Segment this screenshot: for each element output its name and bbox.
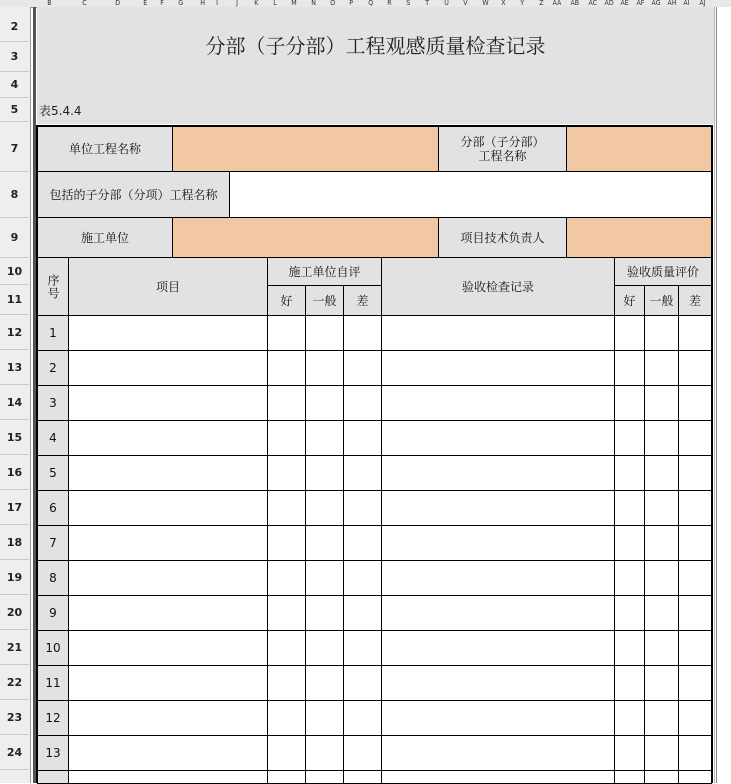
- unit-project-name-input[interactable]: [172, 126, 439, 172]
- col-header[interactable]: R: [387, 0, 392, 7]
- record-cell[interactable]: [381, 770, 615, 784]
- row-header[interactable]: 10: [0, 258, 29, 285]
- tech-lead-input[interactable]: [566, 217, 712, 258]
- self-good-cell[interactable]: [267, 595, 306, 631]
- record-cell[interactable]: [381, 630, 615, 666]
- col-header[interactable]: E: [143, 0, 148, 7]
- acc-fair-cell[interactable]: [644, 490, 679, 526]
- acc-poor-cell[interactable]: [678, 665, 712, 701]
- self-good-cell[interactable]: [267, 315, 306, 351]
- acceptance-record-header[interactable]: 验收检查记录: [381, 257, 615, 316]
- acc-fair-cell[interactable]: [644, 315, 679, 351]
- self-fair-cell[interactable]: [305, 350, 344, 386]
- row-header[interactable]: 18: [0, 525, 29, 560]
- col-header[interactable]: B: [47, 0, 52, 7]
- row-header[interactable]: 16: [0, 455, 29, 490]
- col-header[interactable]: S: [406, 0, 411, 7]
- item-cell[interactable]: [68, 525, 268, 561]
- acceptance-poor-header[interactable]: 差: [678, 285, 712, 316]
- acc-poor-cell[interactable]: [678, 385, 712, 421]
- self-eval-fair-header[interactable]: 一般: [305, 285, 344, 316]
- self-good-cell[interactable]: [267, 385, 306, 421]
- col-header[interactable]: Q: [368, 0, 374, 7]
- item-cell[interactable]: [68, 490, 268, 526]
- frozen-pane-divider: [33, 7, 36, 783]
- self-poor-cell[interactable]: [343, 735, 382, 771]
- self-good-cell[interactable]: [267, 420, 306, 456]
- self-good-cell[interactable]: [267, 560, 306, 596]
- item-cell[interactable]: [68, 700, 268, 736]
- col-header[interactable]: I: [216, 0, 218, 7]
- seq-cell[interactable]: 9: [37, 595, 69, 631]
- seq-cell[interactable]: 10: [37, 630, 69, 666]
- acc-poor-cell[interactable]: [678, 490, 712, 526]
- col-header[interactable]: AH: [667, 0, 677, 7]
- self-eval-header[interactable]: 施工单位自评: [267, 257, 382, 286]
- self-poor-cell[interactable]: [343, 385, 382, 421]
- item-cell[interactable]: [68, 595, 268, 631]
- record-cell[interactable]: [381, 350, 615, 386]
- self-poor-cell[interactable]: [343, 350, 382, 386]
- acc-good-cell[interactable]: [614, 595, 645, 631]
- self-good-cell[interactable]: [267, 665, 306, 701]
- col-header[interactable]: AF: [636, 0, 645, 7]
- seq-cell[interactable]: 7: [37, 525, 69, 561]
- acc-fair-cell[interactable]: [644, 455, 679, 491]
- col-header[interactable]: AB: [570, 0, 580, 7]
- acc-good-cell[interactable]: [614, 630, 645, 666]
- acc-good-cell[interactable]: [614, 665, 645, 701]
- col-header[interactable]: T: [425, 0, 430, 7]
- self-good-cell[interactable]: [267, 700, 306, 736]
- self-eval-good-header[interactable]: 好: [267, 285, 306, 316]
- seq-cell[interactable]: [37, 770, 69, 784]
- right-edge-line: [716, 7, 717, 783]
- col-header[interactable]: M: [291, 0, 297, 7]
- item-cell[interactable]: [68, 770, 268, 784]
- col-header[interactable]: C: [82, 0, 87, 7]
- row-header[interactable]: 15: [0, 420, 29, 455]
- acc-poor-cell[interactable]: [678, 560, 712, 596]
- acc-fair-cell[interactable]: [644, 770, 679, 784]
- row-header[interactable]: 11: [0, 285, 29, 315]
- acc-good-cell[interactable]: [614, 455, 645, 491]
- sub-project-name-input[interactable]: [566, 126, 712, 172]
- acc-good-cell[interactable]: [614, 490, 645, 526]
- seq-cell[interactable]: 8: [37, 560, 69, 596]
- self-fair-cell[interactable]: [305, 560, 344, 596]
- acc-fair-cell[interactable]: [644, 595, 679, 631]
- seq-cell[interactable]: 3: [37, 385, 69, 421]
- record-cell[interactable]: [381, 315, 615, 351]
- included-sub-items-label[interactable]: 包括的子分部（分项）工程名称: [37, 171, 230, 218]
- acc-good-cell[interactable]: [614, 700, 645, 736]
- self-poor-cell[interactable]: [343, 595, 382, 631]
- col-header[interactable]: H: [200, 0, 206, 7]
- acc-poor-cell[interactable]: [678, 455, 712, 491]
- record-cell[interactable]: [381, 490, 615, 526]
- table-label[interactable]: 表5.4.4: [39, 104, 82, 118]
- self-fair-cell[interactable]: [305, 525, 344, 561]
- self-poor-cell[interactable]: [343, 700, 382, 736]
- seq-cell[interactable]: 2: [37, 350, 69, 386]
- self-poor-cell[interactable]: [343, 315, 382, 351]
- unit-project-name-label[interactable]: 单位工程名称: [37, 126, 173, 172]
- acceptance-good-header[interactable]: 好: [614, 285, 645, 316]
- self-good-cell[interactable]: [267, 770, 306, 784]
- col-header[interactable]: G: [178, 0, 184, 7]
- row-header[interactable]: 19: [0, 560, 29, 595]
- page-title[interactable]: 分部（子分部）工程观感质量检查记录: [205, 34, 546, 58]
- record-cell[interactable]: [381, 700, 615, 736]
- item-cell[interactable]: [68, 735, 268, 771]
- record-cell[interactable]: [381, 525, 615, 561]
- col-header[interactable]: AE: [620, 0, 629, 7]
- item-cell[interactable]: [68, 665, 268, 701]
- acc-poor-cell[interactable]: [678, 420, 712, 456]
- self-poor-cell[interactable]: [343, 525, 382, 561]
- record-cell[interactable]: [381, 560, 615, 596]
- acc-good-cell[interactable]: [614, 385, 645, 421]
- item-cell[interactable]: [68, 315, 268, 351]
- self-good-cell[interactable]: [267, 525, 306, 561]
- item-cell[interactable]: [68, 630, 268, 666]
- acc-fair-cell[interactable]: [644, 560, 679, 596]
- record-cell[interactable]: [381, 665, 615, 701]
- row-header[interactable]: 3: [0, 42, 29, 72]
- acc-good-cell[interactable]: [614, 315, 645, 351]
- title-area: [37, 7, 714, 124]
- frozen-pane-divider: [30, 7, 31, 783]
- col-header[interactable]: AC: [588, 0, 598, 7]
- seq-cell[interactable]: 1: [37, 315, 69, 351]
- acc-fair-cell[interactable]: [644, 385, 679, 421]
- acc-good-cell[interactable]: [614, 735, 645, 771]
- row-header[interactable]: 2: [0, 12, 29, 42]
- seq-cell[interactable]: 4: [37, 420, 69, 456]
- acc-good-cell[interactable]: [614, 350, 645, 386]
- self-good-cell[interactable]: [267, 630, 306, 666]
- row-header[interactable]: 7: [0, 126, 29, 172]
- item-cell[interactable]: [68, 350, 268, 386]
- col-header[interactable]: Z: [539, 0, 544, 7]
- acc-poor-cell[interactable]: [678, 700, 712, 736]
- row-header[interactable]: 12: [0, 315, 29, 350]
- col-header[interactable]: L: [273, 0, 277, 7]
- acc-good-cell[interactable]: [614, 525, 645, 561]
- col-header[interactable]: K: [254, 0, 259, 7]
- self-fair-cell[interactable]: [305, 385, 344, 421]
- acc-fair-cell[interactable]: [644, 525, 679, 561]
- col-header[interactable]: AA: [552, 0, 562, 7]
- row-header[interactable]: 8: [0, 172, 29, 218]
- col-header[interactable]: AJ: [699, 0, 706, 7]
- col-header[interactable]: AI: [683, 0, 690, 7]
- row-header[interactable]: 22: [0, 665, 29, 700]
- self-fair-cell[interactable]: [305, 595, 344, 631]
- self-good-cell[interactable]: [267, 350, 306, 386]
- seq-cell[interactable]: 5: [37, 455, 69, 491]
- item-cell[interactable]: [68, 420, 268, 456]
- seq-cell[interactable]: 11: [37, 665, 69, 701]
- col-header[interactable]: J: [236, 0, 238, 7]
- acc-fair-cell[interactable]: [644, 735, 679, 771]
- acc-good-cell[interactable]: [614, 770, 645, 784]
- seq-cell[interactable]: 6: [37, 490, 69, 526]
- construction-unit-input[interactable]: [172, 217, 439, 258]
- self-fair-cell[interactable]: [305, 490, 344, 526]
- record-cell[interactable]: [381, 420, 615, 456]
- acc-poor-cell[interactable]: [678, 315, 712, 351]
- row-header[interactable]: 4: [0, 72, 29, 98]
- item-header[interactable]: 项目: [68, 257, 268, 316]
- tech-lead-label[interactable]: 项目技术负责人: [438, 217, 567, 258]
- item-cell[interactable]: [68, 455, 268, 491]
- acc-good-cell[interactable]: [614, 560, 645, 596]
- self-fair-cell[interactable]: [305, 420, 344, 456]
- self-fair-cell[interactable]: [305, 630, 344, 666]
- acc-poor-cell[interactable]: [678, 350, 712, 386]
- acc-fair-cell[interactable]: [644, 665, 679, 701]
- record-cell[interactable]: [381, 385, 615, 421]
- row-header[interactable]: 9: [0, 218, 29, 258]
- self-good-cell[interactable]: [267, 735, 306, 771]
- col-header[interactable]: AG: [651, 0, 661, 7]
- self-fair-cell[interactable]: [305, 770, 344, 784]
- self-fair-cell[interactable]: [305, 665, 344, 701]
- col-header[interactable]: AD: [604, 0, 614, 7]
- self-good-cell[interactable]: [267, 455, 306, 491]
- col-header[interactable]: F: [160, 0, 164, 7]
- item-cell[interactable]: [68, 560, 268, 596]
- acc-poor-cell[interactable]: [678, 735, 712, 771]
- row-header[interactable]: 14: [0, 385, 29, 420]
- row-header[interactable]: 17: [0, 490, 29, 525]
- row-header[interactable]: 20: [0, 595, 29, 630]
- self-poor-cell[interactable]: [343, 455, 382, 491]
- col-header[interactable]: Y: [520, 0, 525, 7]
- self-fair-cell[interactable]: [305, 455, 344, 491]
- self-poor-cell[interactable]: [343, 560, 382, 596]
- self-poor-cell[interactable]: [343, 490, 382, 526]
- col-header[interactable]: D: [115, 0, 121, 7]
- acceptance-fair-header[interactable]: 一般: [644, 285, 679, 316]
- acc-fair-cell[interactable]: [644, 700, 679, 736]
- col-header[interactable]: X: [501, 0, 506, 7]
- acceptance-eval-header[interactable]: 验收质量评价: [614, 257, 712, 286]
- seq-header[interactable]: 序号: [37, 257, 69, 316]
- col-header[interactable]: W: [482, 0, 489, 7]
- self-poor-cell[interactable]: [343, 665, 382, 701]
- acc-poor-cell[interactable]: [678, 770, 712, 784]
- acc-good-cell[interactable]: [614, 420, 645, 456]
- col-header[interactable]: V: [463, 0, 468, 7]
- row-header[interactable]: 23: [0, 700, 29, 735]
- self-fair-cell[interactable]: [305, 315, 344, 351]
- row-header[interactable]: 5: [0, 98, 29, 122]
- self-fair-cell[interactable]: [305, 700, 344, 736]
- acc-poor-cell[interactable]: [678, 630, 712, 666]
- seq-cell[interactable]: 12: [37, 700, 69, 736]
- self-eval-poor-header[interactable]: 差: [343, 285, 382, 316]
- included-sub-items-input[interactable]: [229, 171, 712, 218]
- col-header[interactable]: P: [349, 0, 354, 7]
- self-poor-cell[interactable]: [343, 420, 382, 456]
- construction-unit-label[interactable]: 施工单位: [37, 217, 173, 258]
- acc-fair-cell[interactable]: [644, 630, 679, 666]
- self-fair-cell[interactable]: [305, 735, 344, 771]
- row-header[interactable]: 13: [0, 350, 29, 385]
- record-cell[interactable]: [381, 595, 615, 631]
- record-cell[interactable]: [381, 455, 615, 491]
- sub-project-name-label[interactable]: 分部（子分部） 工程名称: [438, 126, 567, 172]
- seq-cell[interactable]: 13: [37, 735, 69, 771]
- col-header[interactable]: O: [330, 0, 336, 7]
- record-cell[interactable]: [381, 735, 615, 771]
- col-header[interactable]: U: [444, 0, 449, 7]
- acc-fair-cell[interactable]: [644, 420, 679, 456]
- acc-fair-cell[interactable]: [644, 350, 679, 386]
- acc-poor-cell[interactable]: [678, 525, 712, 561]
- col-header[interactable]: N: [311, 0, 316, 7]
- self-good-cell[interactable]: [267, 490, 306, 526]
- row-header[interactable]: 21: [0, 630, 29, 665]
- item-cell[interactable]: [68, 385, 268, 421]
- self-poor-cell[interactable]: [343, 770, 382, 784]
- acc-poor-cell[interactable]: [678, 595, 712, 631]
- row-header[interactable]: 24: [0, 735, 29, 770]
- self-poor-cell[interactable]: [343, 630, 382, 666]
